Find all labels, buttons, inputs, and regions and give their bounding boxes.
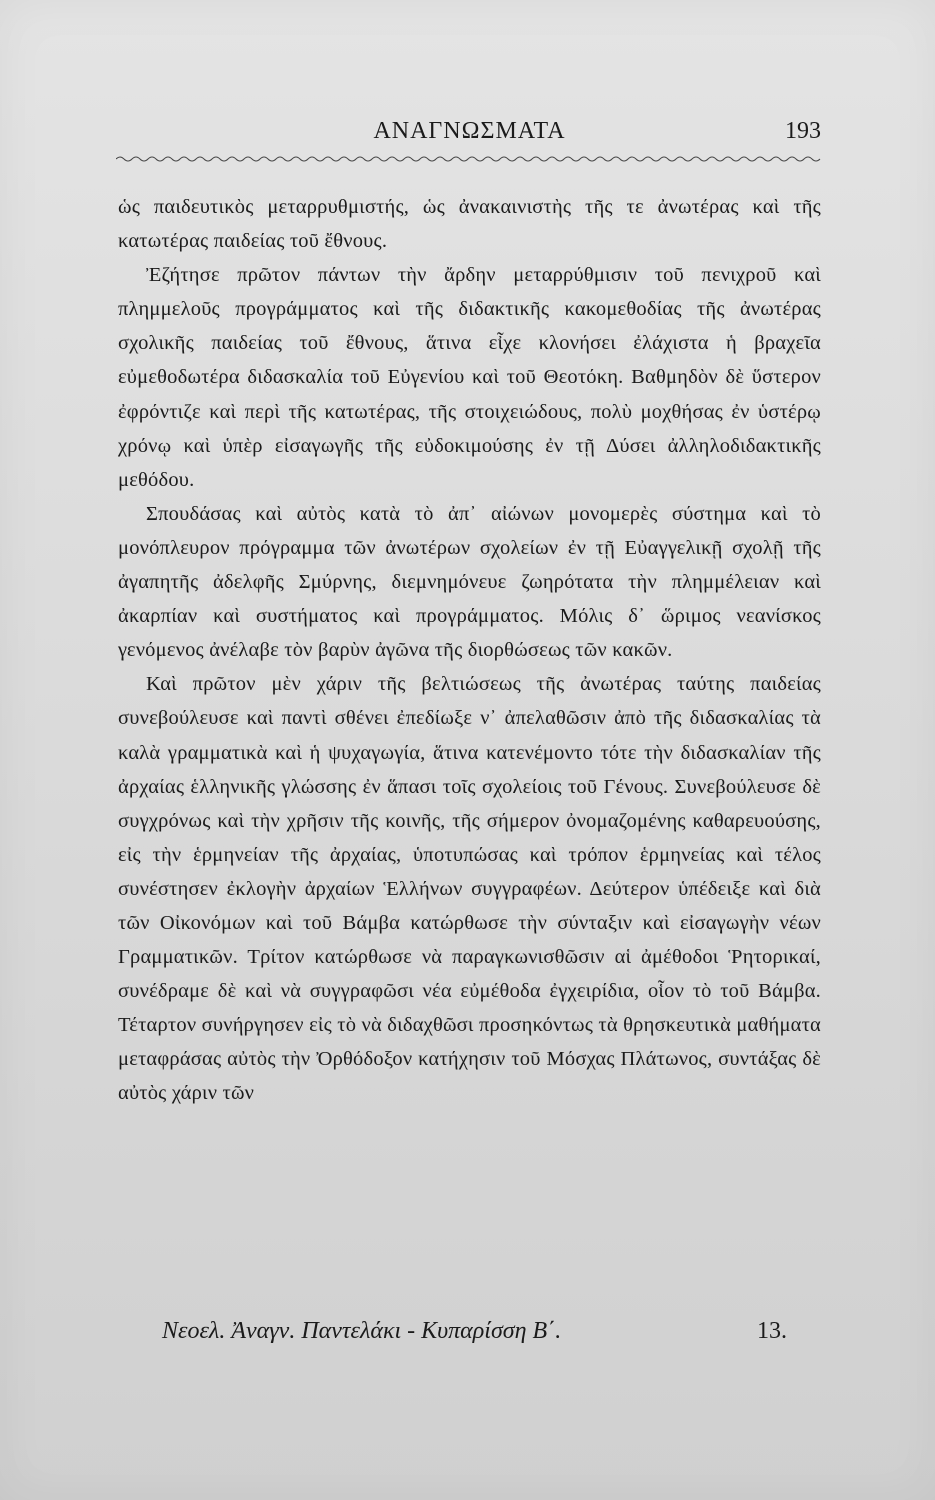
body-text xyxy=(118,190,821,1111)
paragraph-3: Σπουδάσας καὶ αὐτὸς κατὰ τὸ ἀπ᾽ αἰώνων μονομερὲς σύστημα καὶ τὸ μονόπλευρον πρόγραμμα τῶν ἀνωτέρων σχολείων ἐν τῇ Εὐαγγελικῇ σχολῇ τῆς ἀγαπητῆς ἀδελφῆς Σμύρνης, διεμνημόνευε ζωηρότατα τὴν πλημμέλειαν καὶ ἀκαρπίαν καὶ συστήματος καὶ προγράμματος. Μόλις δ᾽ ὥριμος νεανίσκος γενόμενος ἀνέλαβε τὸν βαρὺν ἀγῶνα τῆς διορθώσεως τῶν κακῶν. xyxy=(118,502,821,662)
paragraph-2: Ἐζήτησε πρῶτον πάντων τὴν ἄρδην μεταρρύθμισιν τοῦ πενιχροῦ καὶ πλημμελοῦς προγράμματος καὶ τῆς διδακτικῆς κακομεθοδίας τῆς ἀνωτέρας σχολικῆς παιδείας τοῦ ἔθνους, ἅτινα εἶχε κλονήσει ἐλάχιστα ἡ βραχεῖα εὐμεθοδωτέρα διδασκαλία τοῦ Εὐγενίου καὶ τοῦ Θεοτόκη. Βαθμηδὸν δὲ ὕστερον ἐφρόντιζε καὶ περὶ τῆς κατωτέρας, τῆς στοιχειώδους, πολὺ μοχθήσας ἐν ὑστέρῳ χρόνῳ καὶ ὑπὲρ εἰσαγωγῆς τῆς εὐδοκιμούσης ἐν τῇ Δύσει ἀλληλοδιδακτικῆς μεθόδου. xyxy=(118,264,821,491)
paragraph-1: ὡς παιδευτικὸς μεταρρυθμιστής, ὡς ἀνακαινιστὴς τῆς τε ἀνωτέρας καὶ τῆς κατωτέρας παιδείας τοῦ ἔθνους. xyxy=(118,196,821,253)
running-head xyxy=(118,114,821,154)
wavy-rule xyxy=(116,155,822,163)
paragraph-4: Καὶ πρῶτον μὲν χάριν τῆς βελτιώσεως τῆς ἀνωτέρας ταύτης παιδείας συνεβούλευσε καὶ παντὶ σθένει ἐπεδίωξε ν᾽ ἀπελαθῶσιν ἀπὸ τῆς διδασκαλίας τὰ καλὰ γραμματικὰ καὶ ἡ ψυχαγωγία, ἅτινα κατενέμοντο τότε τὴν διδασκαλίαν τῆς ἀρχαίας ἑλληνικῆς γλώσσης ἐν ἅπασι τοῖς σχολείοις τοῦ Γένους. Συνεβούλευσε δὲ συγχρόνως καὶ τὴν χρῆσιν τῆς κοινῆς, τῆς σήμερον ὀνομαζομένης καθαρευούσης, εἰς τὴν ἑρμηνείαν τῆς ἀρχαίας, ὑποτυπώσας καὶ τρόπον ἑρμηνείας καὶ τέλος συνέστησεν ἐκλογὴν ἀρχαίων Ἑλλήνων συγγραφέων. Δεύτερον ὑπέδειξε καὶ διὰ τῶν Οἰκονόμων καὶ τοῦ Βάμβα κατώρθωσε τὴν σύνταξιν καὶ εἰσαγωγὴν νέων Γραμματικῶν. Τρίτον κατώρθωσε νὰ παραγκωνισθῶσιν αἱ ἀμέθοδοι Ῥητορικαί, συνέδραμε δὲ καὶ νὰ συγγραφῶσι νέα εὐμέθοδα ἐγχειρίδια, οἷον τὸ τοῦ Βάμβα. Τέταρτον συνήργησεν εἰς τὸ νὰ διδαχθῶσι προσηκόντως τὰ θρησκευτικὰ μαθήματα μεταφράσας αὐτὸς τὴν Ὀρθόδοξον κατήχησιν τοῦ Μόσχας Πλάτωνος, συντάξας δὲ αὐτὸς χάριν τῶν xyxy=(118,673,821,1105)
footer-sheet-number: 13. xyxy=(757,1318,787,1344)
page-number: 193 xyxy=(785,118,821,144)
running-head-title: ΑΝΑΓΝΩΣΜΑΤΑ xyxy=(373,118,566,144)
footer-signature: Νεοελ. Ἀναγν. Παντελάκι - Κυπαρίσση Β΄. xyxy=(162,1318,562,1344)
page-footer xyxy=(118,1318,821,1354)
